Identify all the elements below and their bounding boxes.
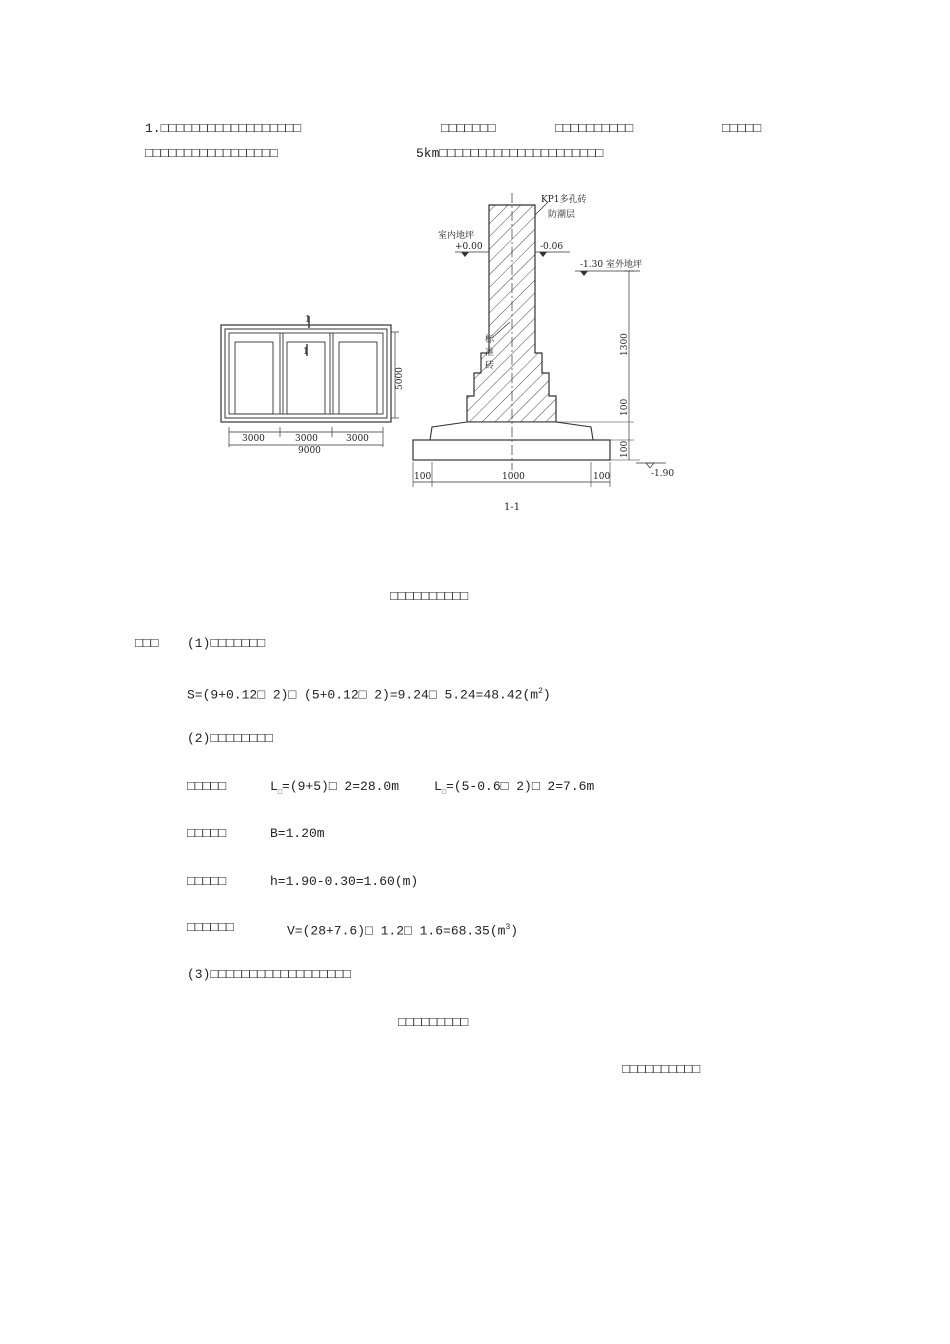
foundation-drawing: [0, 0, 950, 560]
label-std-brick-1: 标: [485, 335, 495, 345]
plan-dim-bay-1: 3000: [242, 434, 265, 444]
intro-line1-part2: □□□□□□□: [441, 121, 496, 136]
level-dpc: -0.06: [540, 242, 564, 252]
row1-label: □□□□□: [187, 779, 227, 794]
level-marker-outdoor: [580, 271, 588, 276]
width-value: B=1.20m: [270, 826, 325, 841]
brick-wall-footing: [467, 205, 556, 422]
label-kp1-brick: KP1多孔砖: [541, 195, 587, 205]
concrete-pad: [430, 422, 593, 440]
length-inner-formula: $L_□=(5-0.6□$ 2)□ 2=7.6m: [434, 779, 595, 797]
dim-bottom-right: 100: [593, 472, 611, 482]
solution-step3: (3)□□□□□□□□□□□□□□□□□□: [187, 967, 351, 982]
intro-line2-part2: 5km□□□□□□□□□□□□□□□□□□□□□: [416, 146, 604, 161]
level-bottom: -1.90: [651, 469, 675, 479]
label-std-brick-3: 砖: [485, 361, 495, 371]
figure-caption: □□□□□□□□□□: [390, 589, 469, 604]
intro-line1-part4: □□□□□: [722, 121, 762, 136]
plan-dim-bay-2: 3000: [295, 434, 318, 444]
plan-view: [221, 316, 399, 447]
dim-bottom-left: 100: [414, 472, 432, 482]
plan-outer-wall: [221, 325, 391, 422]
length-outer-formula: $L_□=(9+5)□$ 2=28.0m: [270, 779, 400, 797]
volume-formula: V=(28+7.6)□ 1.2□ $1.6=68.35(m^3)$: [287, 923, 519, 939]
plan-room-1: [235, 342, 273, 414]
solution-step1: (1)□□□□□□□: [187, 636, 266, 651]
label-std-brick-2: 准: [485, 348, 495, 358]
solution-step2: (2)□□□□□□□□: [187, 731, 273, 746]
section-title: 1-1: [504, 502, 521, 513]
right-note: □□□□□□□□□□: [622, 1062, 701, 1077]
dim-bottom-mid: 1000: [502, 472, 525, 482]
label-indoor-floor: 室内地坪: [438, 231, 475, 241]
base-slab: [413, 440, 610, 460]
level-marker-dpc: [539, 252, 547, 257]
plan-room-3: [339, 342, 377, 414]
level-marker-indoor: [461, 252, 469, 257]
depth-formula: h=1.90-0.30=1.60(m): [270, 874, 419, 889]
dim-1300: 1300: [620, 333, 630, 356]
intro-line2-part1: □□□□□□□□□□□□□□□□□: [145, 146, 278, 161]
row2-label: □□□□□: [187, 826, 227, 841]
center-note: □□□□□□□□□: [398, 1015, 469, 1030]
dim-100-b: 100: [620, 440, 630, 458]
level-marker-bottom: [646, 463, 654, 468]
area-formula: S=(9+0.12□ 2)□ (5+0.12□ 2)=9.24□ $5.24=48.42(m^2)$: [187, 687, 551, 703]
solution-label: □□□: [135, 636, 159, 651]
plan-inner-wall: [229, 333, 383, 414]
plan-dim-total: 9000: [298, 446, 321, 456]
level-outdoor: -1.30 室外地坪: [580, 260, 642, 270]
row3-label: □□□□□: [187, 874, 227, 889]
plan-dim-height: 5000: [395, 367, 405, 390]
intro-line1-part1: 1.□□□□□□□□□□□□□□□□□□: [145, 121, 302, 136]
level-indoor: +0.00: [455, 242, 483, 252]
plan-dim-bay-3: 3000: [346, 434, 369, 444]
plan-section-mark-top-label: 1: [305, 315, 311, 325]
plan-section-mark-bottom-label: 1: [303, 347, 309, 357]
intro-line1-part3: □□□□□□□□□□: [555, 121, 634, 136]
label-dpc: 防潮层: [548, 210, 576, 220]
row4-label: □□□□□□: [187, 920, 234, 935]
dim-100-a: 100: [620, 398, 630, 416]
